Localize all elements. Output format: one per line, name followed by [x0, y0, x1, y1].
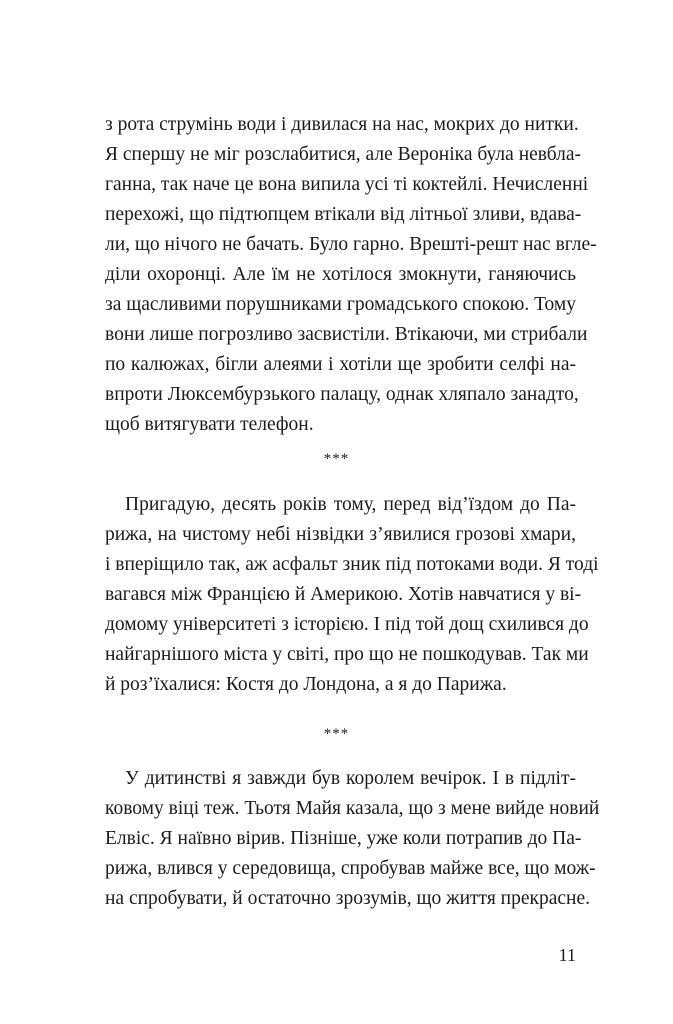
text-line: на спробувати, й остаточно зрозумів, що життя прекрасне.	[105, 888, 591, 909]
text-line: за щасливими порушниками громадського спокою. Тому	[105, 294, 576, 315]
text-line: домому університеті з історією. І під той дощ схилився до	[105, 614, 589, 635]
text-line: Пригадую, десять років тому, перед від’їздом до Па-	[125, 494, 576, 515]
text-line: й роз’їхалися: Костя до Лондона, а я до Парижа.	[105, 674, 507, 695]
text-line: по калюжах, бігли алеями і хотіли ще зробити селфі на-	[105, 354, 576, 375]
text-line: з рота струмінь води і дивилася на нас, мокрих до нитки.	[105, 114, 579, 135]
text-line: перехожі, що підтюпцем втікали від літньої зливи, вдава-	[105, 204, 582, 225]
text-line: діли охоронці. Але їм не хотілося змокнути, ганяючись	[105, 264, 576, 285]
section-separator: ***	[323, 451, 350, 467]
text-line: впроти Люксембурзького палацу, однак хляпало занадто,	[105, 384, 579, 405]
text-line: ганна, так наче це вона випила усі ті коктейлі. Нечисленні	[105, 174, 589, 195]
text-line: щоб витягувати телефон.	[105, 414, 314, 435]
text-line: і вперіщило так, аж асфальт зник під потоками води. Я тоді	[105, 554, 599, 575]
text-line: рижа, влився у середовища, спробував майже все, що мож-	[105, 858, 596, 879]
text-line: вагався між Францією й Америкою. Хотів навчатися у ві-	[105, 584, 582, 605]
section-separator: ***	[323, 726, 350, 742]
text-line: У дитинстві я завжди був королем вечірок. І в підліт-	[125, 768, 576, 789]
page-number: 11	[558, 945, 576, 965]
text-line: рижа, на чистому небі нізвідки з’явилися грозові хмари,	[105, 524, 576, 545]
text-line: Елвіс. Я наївно вірив. Пізніше, уже коли потрапив до Па-	[105, 828, 582, 849]
text-line: Я спершу не міг розслабитися, але Вероніка була невбла-	[105, 144, 582, 165]
text-line: найгарнішого міста у світі, про що не пошкодував. Так ми	[105, 644, 589, 665]
text-line: ковому віці теж. Тьотя Майя казала, що з мене вийде новий	[105, 798, 600, 819]
text-line: вони лише погрозливо засвистіли. Втікаючи, ми стрибали	[105, 324, 588, 345]
text-line: ли, що нічого не бачать. Було гарно. Врешті-решт нас вгле-	[105, 234, 597, 255]
